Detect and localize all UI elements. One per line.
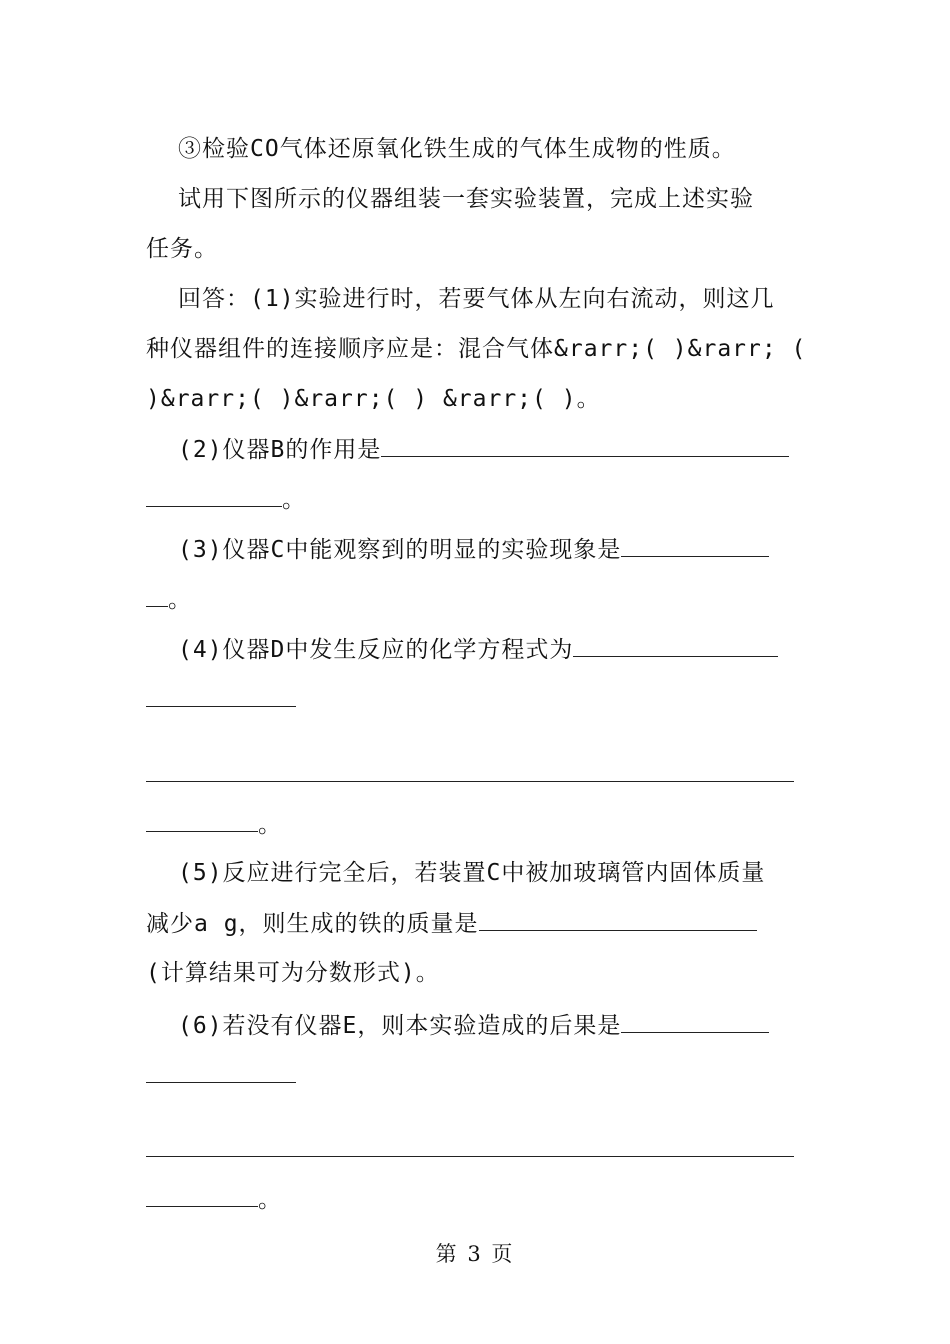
text-line: 任务。 — [146, 236, 218, 262]
question-text: (6)若没有仪器E，则本实验造成的后果是 — [178, 1013, 622, 1039]
text-line: )&rarr;( )&rarr;( ) &rarr;( )。 — [146, 386, 601, 412]
answer-blank[interactable] — [146, 1184, 258, 1207]
answer-blank[interactable] — [621, 534, 769, 557]
question-3 — [178, 534, 769, 565]
answer-blank[interactable] — [146, 684, 296, 707]
answer-blank[interactable] — [146, 809, 258, 832]
question-6 — [178, 1010, 769, 1041]
answer-blank[interactable] — [146, 1134, 794, 1157]
question-text: (2)仪器B的作用是 — [178, 437, 382, 463]
answer-blank[interactable] — [146, 584, 168, 607]
page-number-footer: 第 3 页 — [435, 1242, 515, 1266]
text-line: 种仪器组件的连接顺序应是：混合气体&rarr;( )&rarr; ( — [146, 336, 807, 362]
question-text: (3)仪器C中能观察到的明显的实验现象是 — [178, 537, 622, 563]
period: 。 — [168, 587, 192, 613]
question-6-cont — [146, 1060, 296, 1091]
question-4-cont — [146, 684, 296, 715]
question-text: 减少a g，则生成的铁的质量是 — [146, 911, 479, 937]
answer-blank[interactable] — [621, 1010, 769, 1033]
text-line: ③检验CO气体还原氧化铁生成的气体生成物的性质。 — [178, 136, 736, 162]
period: 。 — [258, 812, 282, 838]
text-line: 回答：(1)实验进行时，若要气体从左向右流动，则这几 — [178, 286, 775, 312]
text-line: (5)反应进行完全后，若装置C中被加玻璃管内固体质量 — [178, 860, 766, 886]
answer-blank[interactable] — [573, 634, 778, 657]
period: 。 — [282, 487, 306, 513]
text-line: (计算结果可为分数形式)。 — [146, 960, 440, 986]
question-3-cont — [146, 584, 192, 615]
answer-blank[interactable] — [479, 908, 757, 931]
question-2 — [178, 434, 789, 465]
question-6-cont — [146, 1184, 282, 1215]
question-4-cont — [146, 809, 282, 840]
question-4 — [178, 634, 778, 665]
question-6-cont — [146, 1134, 794, 1165]
answer-blank[interactable] — [146, 484, 282, 507]
answer-blank[interactable] — [381, 434, 789, 457]
question-2-cont — [146, 484, 306, 515]
answer-blank[interactable] — [146, 1060, 296, 1083]
text-line: 试用下图所示的仪器组装一套实验装置，完成上述实验 — [178, 186, 754, 212]
question-4-cont — [146, 759, 794, 790]
answer-blank[interactable] — [146, 759, 794, 782]
period: 。 — [258, 1187, 282, 1213]
question-5 — [146, 908, 757, 939]
question-text: (4)仪器D中发生反应的化学方程式为 — [178, 637, 574, 663]
